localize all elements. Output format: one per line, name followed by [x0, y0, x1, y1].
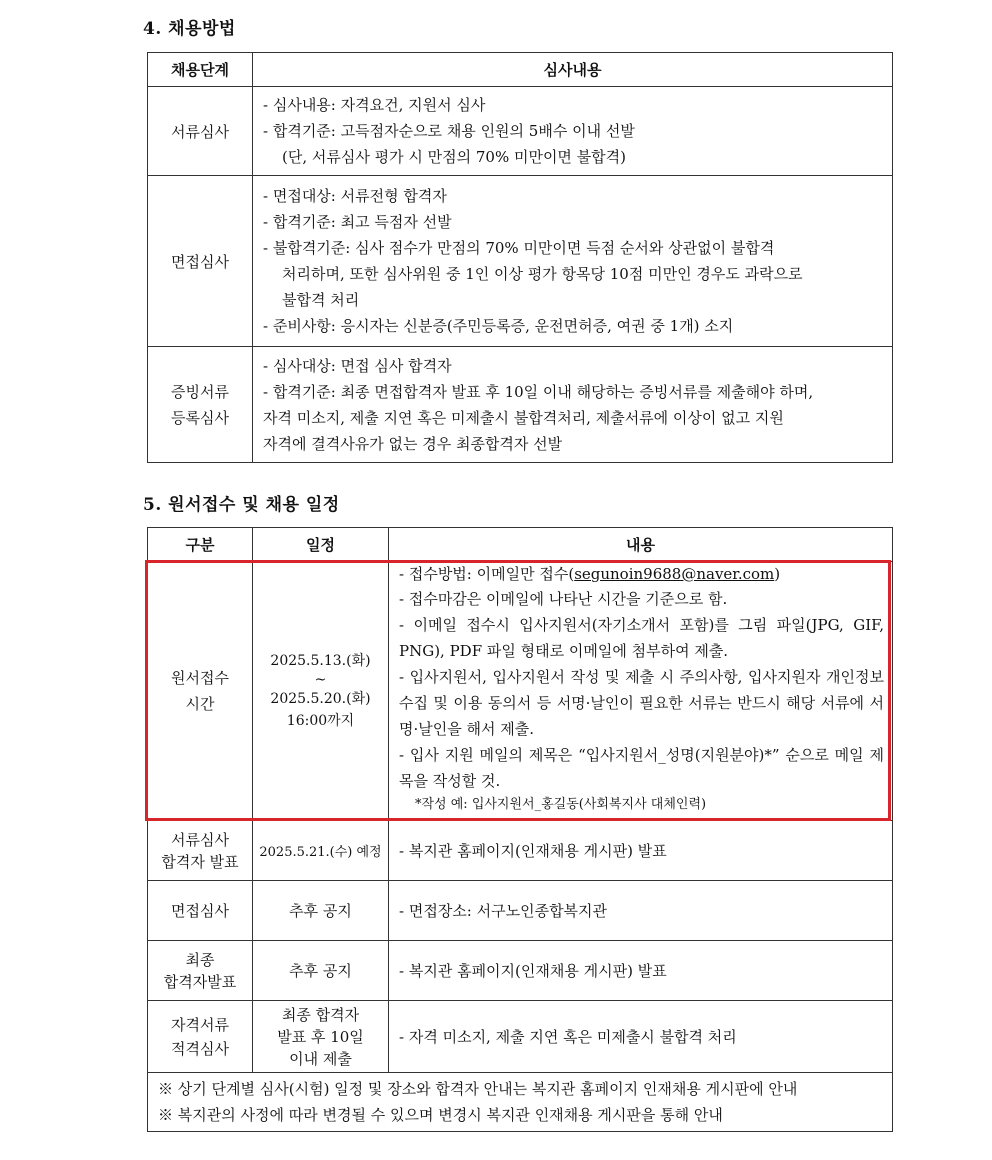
table-row: [148, 347, 893, 463]
note-line: ※ 복지관의 사정에 따라 변경될 수 있으며 변경시 복지관 인재채용 게시판을 통해 안내: [158, 1106, 723, 1124]
content-line: - 심사내용: 자격요건, 지원서 심사: [263, 96, 486, 114]
content-line: 불합격 처리: [282, 291, 360, 309]
stage-cell: 면접심사: [148, 176, 253, 347]
schedule-line: 2025.5.20.(화): [270, 691, 371, 707]
deadline-text: - 접수마감은 이메일에 나타난 시간을 기준으로 함.: [399, 590, 728, 608]
schedule-table: [147, 527, 893, 1132]
header-stage: 채용단계: [148, 53, 253, 87]
content-line: - 준비사항: 응시자는 신분증(주민등록증, 운전면허증, 여권 중 1개) 소지: [263, 317, 734, 335]
format-text: - 이메일 접수시 입사지원서(자기소개서 포함)를 그림 파일(JPG, GIF, PNG), PDF 파일 형태로 이메일에 첨부하여 제출.: [399, 616, 884, 660]
table-row-application: [148, 562, 893, 821]
email-link[interactable]: segunoin9688@naver.com: [574, 565, 775, 583]
stage-cell: [148, 347, 253, 463]
table-row: [148, 87, 893, 176]
notes-cell: [148, 1073, 893, 1132]
category-line: 합격자 발표: [161, 852, 239, 871]
category-cell: [148, 1001, 253, 1073]
header-schedule: 일정: [253, 528, 389, 562]
content-line: - 합격기준: 최고 득점자 선발: [263, 213, 452, 231]
schedule-line: 16:00까지: [286, 713, 355, 729]
note-line: ※ 상기 단계별 심사(시험) 일정 및 장소와 합격자 안내는 복지관 홈페이지 인재채용 게시판에 안내: [158, 1080, 798, 1098]
content-line: - 합격기준: 최종 면접합격자 발표 후 10일 이내 해당하는 증빙서류를 제출해야 하며,: [263, 382, 814, 401]
schedule-cell: 추후 공지: [253, 941, 389, 1001]
content-cell: - 자격 미소지, 제출 지연 혹은 미제출시 불합격 처리: [389, 1001, 893, 1073]
schedule-cell: 추후 공지: [253, 881, 389, 941]
method-text: - 접수방법: 이메일만 접수(: [399, 565, 575, 583]
table-row: [148, 821, 893, 881]
stage-cell: 서류심사: [148, 87, 253, 176]
schedule-line: ~: [314, 672, 327, 688]
category-line: 최종: [185, 950, 215, 969]
category-line: 적격심사: [171, 1039, 229, 1058]
content-line: 자격에 결격사유가 없는 경우 최종합격자 선발: [263, 434, 563, 453]
stage-line: 등록심사: [171, 408, 229, 427]
section-5-title: 5. 원서접수 및 채용 일정: [143, 495, 340, 515]
table-row: [148, 941, 893, 1001]
section-4-title: 4. 채용방법: [143, 19, 236, 39]
header-category: 구분: [148, 528, 253, 562]
method-suffix: ): [774, 565, 781, 583]
content-cell: [253, 87, 893, 176]
consent-text: - 입사지원서, 입사지원서 작성 및 제출 시 주의사항, 입사지원자 개인정보 수집 및 이용 동의서 등 서명·날인이 필요한 서류는 반드시 해당 서류에 서명·날인을 해서 제출.: [399, 668, 884, 738]
schedule-cell: [253, 1001, 389, 1073]
category-line: 합격자발표: [163, 972, 237, 991]
recruitment-method-table: [147, 52, 893, 463]
content-cell: - 복지관 홈페이지(인재채용 게시판) 발표: [389, 821, 893, 881]
category-line: 서류심사: [171, 830, 229, 849]
category-cell: [148, 941, 253, 1001]
content-line: - 심사대상: 면접 심사 합격자: [263, 356, 452, 375]
content-line: 자격 미소지, 제출 지연 혹은 미제출시 불합격처리, 제출서류에 이상이 없고 지원: [263, 408, 784, 427]
content-line: - 불합격기준: 심사 점수가 만점의 70% 미만이면 득점 순서와 상관없이 불합격: [263, 239, 775, 257]
header-content: 내용: [389, 528, 893, 562]
schedule-line: 발표 후 10일: [277, 1027, 364, 1046]
content-line: (단, 서류심사 평가 시 만점의 70% 미만이면 불합격): [282, 148, 627, 166]
method-line: [399, 562, 884, 586]
content-cell: [253, 347, 893, 463]
content-line: 처리하며, 또한 심사위원 중 1인 이상 평가 항목당 10점 미만인 경우도 과락으로: [282, 265, 803, 283]
category-line: 원서접수: [171, 669, 229, 687]
subject-text: - 입사 지원 메일의 제목은 “입사지원서_성명(지원분야)*” 순으로 메일 제목을 작성할 것.: [399, 746, 884, 790]
content-cell: [389, 562, 893, 821]
content-line: - 면접대상: 서류전형 합격자: [263, 187, 447, 205]
notes-row: [148, 1073, 893, 1132]
category-cell: [148, 562, 253, 821]
schedule-line: 이내 제출: [289, 1049, 352, 1068]
category-line: 자격서류: [171, 1015, 229, 1034]
content-cell: - 면접장소: 서구노인종합복지관: [389, 881, 893, 941]
category-line: 시간: [185, 695, 215, 713]
table-row: [148, 1001, 893, 1073]
category-cell: [148, 821, 253, 881]
schedule-cell: 2025.5.21.(수) 예정: [253, 821, 389, 881]
schedule-line: 최종 합격자: [281, 1005, 360, 1024]
schedule-cell: [253, 562, 389, 821]
table-header-row: [148, 528, 893, 562]
example-text: *작성 예: 입사지원서_홍길동(사회복지사 대체인력): [415, 797, 707, 812]
table-row: [148, 881, 893, 941]
stage-line: 증빙서류: [171, 382, 229, 401]
table-header-row: [148, 53, 893, 87]
schedule-line: 2025.5.13.(화): [270, 653, 371, 669]
content-cell: - 복지관 홈페이지(인재채용 게시판) 발표: [389, 941, 893, 1001]
header-content: 심사내용: [253, 53, 893, 87]
category-cell: 면접심사: [148, 881, 253, 941]
content-cell: [253, 176, 893, 347]
content-line: - 합격기준: 고득점자순으로 채용 인원의 5배수 이내 선발: [263, 122, 635, 140]
table-row: [148, 176, 893, 347]
